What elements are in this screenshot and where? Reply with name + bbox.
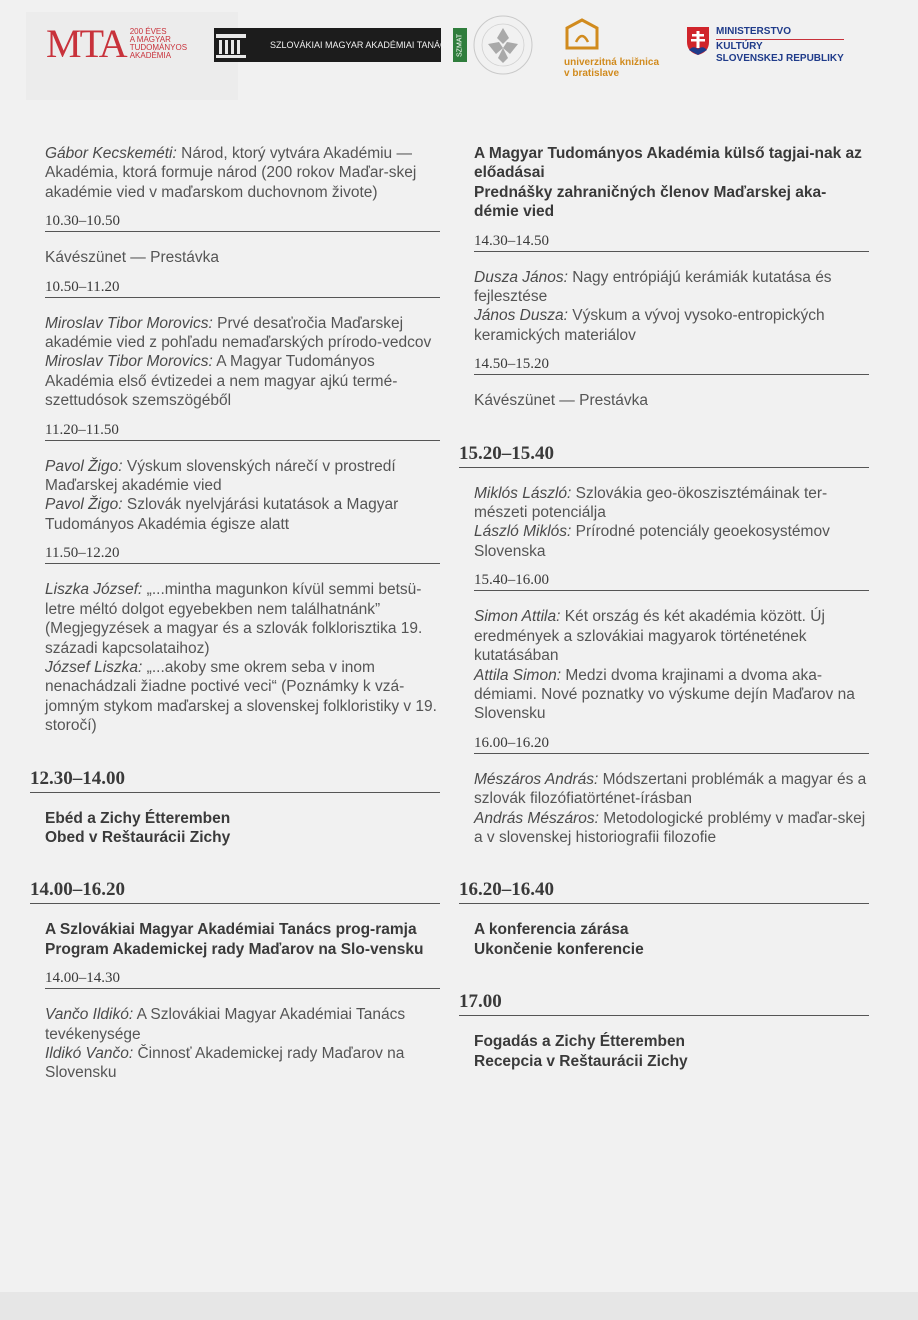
- talk-title: Činnosť Akademickej rady Maďarov na Slovensku: [45, 1044, 405, 1082]
- talk-entry: [474, 391, 869, 410]
- talk-time-heading: 11.20–11.50: [45, 421, 440, 441]
- talk-time-heading: 10.50–11.20: [45, 278, 440, 298]
- speaker-name: Miklós László:: [474, 484, 572, 502]
- session-title-line: Ukončenie konferencie: [474, 940, 644, 958]
- speaker-name: Ildikó Vančo:: [45, 1044, 134, 1062]
- session-title: [474, 144, 869, 222]
- mta-logo-word: MTA: [46, 21, 126, 66]
- session-title: [474, 1032, 869, 1071]
- talk-entry: [45, 580, 440, 735]
- mta-sub-line: 200 ÉVES: [129, 27, 167, 36]
- talk-line: [45, 495, 440, 534]
- mk-line: MINISTERSTVO: [716, 26, 844, 40]
- talk-time-heading: 14.30–14.50: [474, 232, 869, 252]
- university-library-text: [564, 57, 659, 79]
- session-time-heading: 17.00: [459, 991, 869, 1016]
- talk-title: Prírodné potenciály geoekosystémov Slovenska: [474, 523, 830, 560]
- mk-line: KULTÚRY: [716, 41, 763, 52]
- talk-line: [45, 144, 440, 202]
- talk-line: [45, 658, 440, 736]
- szmat-logo: [214, 28, 464, 62]
- university-library-logo: [564, 18, 659, 79]
- speaker-name: Vančo Ildikó:: [45, 1006, 134, 1024]
- program-column-right: [459, 144, 869, 1071]
- talk-entry: [474, 607, 869, 723]
- session-title-line: A konferencia zárása: [474, 921, 629, 939]
- szmat-badge: SZMAT: [453, 28, 467, 62]
- talk-title: „...mintha magunkon kívül semmi betsü-letre méltó dolgot egyebekben nem találhatnánk” (Megjegyzések a magyar és a szlovák folklorisztika 19. századi kapcsolataihoz): [45, 581, 423, 657]
- speaker-name: Simon Attila:: [474, 608, 561, 626]
- talk-line: [474, 306, 869, 345]
- talk-title: Nagy entrópiájú kerámiák kutatása és fejlesztése: [474, 268, 832, 306]
- talk-line: [45, 580, 440, 658]
- session-title-line: Prednášky zahraničných členov Maďarskej aka-démie vied: [474, 183, 827, 221]
- session-title-line: Obed v Reštaurácii Zichy: [45, 828, 231, 846]
- talk-line: [474, 391, 869, 410]
- session-title-line: A Magyar Tudományos Akadémia külső tagjai-nak az előadásai: [474, 145, 862, 182]
- talk-title: Kávészünet — Prestávka: [474, 392, 649, 410]
- session-title-line: Ebéd a Zichy Étteremben: [45, 809, 231, 827]
- speaker-name: Gábor Kecskeméti:: [45, 145, 177, 162]
- talk-line: [474, 522, 869, 561]
- talk-line: [45, 314, 440, 353]
- session-title-line: Fogadás a Zichy Étteremben: [474, 1033, 686, 1051]
- talk-title: Metodologické problémy v maďar-skej a v slovenskej historiografii filozofie: [474, 809, 866, 846]
- talk-title: Výskum slovenských nárečí v prostredí Maďarskej akadémie vied: [45, 457, 396, 495]
- talk-entry: [45, 314, 440, 411]
- program-column-left: [30, 144, 440, 1083]
- speaker-name: Pavol Žigo:: [45, 457, 123, 475]
- talk-title: Kávészünet — Prestávka: [45, 249, 220, 267]
- talk-title: Két ország és két akadémia között. Új eredmények a szlovákiai magyarok történetének kutatásában: [474, 608, 825, 665]
- speaker-name: Miroslav Tibor Morovics:: [45, 314, 213, 332]
- talk-title: Szlovák nyelvjárási kutatások a Magyar Tudományos Akadémia égisze alatt: [45, 496, 399, 533]
- talk-title: Módszertani problémák a magyar és a szlovák filozófiatörténet-írásban: [474, 770, 867, 808]
- column-icon: [214, 28, 248, 62]
- talk-line: [45, 352, 440, 410]
- talk-title: Szlovákia geo-ökoszisztémáinak ter-mészeti potenciálja: [474, 484, 828, 522]
- mta-sub-line: A MAGYAR: [129, 35, 171, 44]
- session-time-heading: 14.00–16.20: [30, 879, 440, 904]
- ukb-line: v bratislave: [564, 68, 620, 79]
- speaker-name: János Dusza:: [474, 307, 568, 325]
- talk-line: [45, 1005, 440, 1044]
- talk-time-heading: 16.00–16.20: [474, 734, 869, 754]
- talk-entry: [45, 248, 440, 267]
- academy-seal-icon: [472, 14, 534, 76]
- speaker-name: Pavol Žigo:: [45, 496, 123, 514]
- talk-title: Výskum a vývoj vysoko-entropických keramických materiálov: [474, 307, 825, 344]
- session-time-heading: 16.20–16.40: [459, 879, 869, 904]
- slovak-coat-of-arms-icon: [686, 26, 710, 56]
- talk-entry: [45, 144, 440, 202]
- session-time-heading: 15.20–15.40: [459, 443, 869, 468]
- ukb-line: univerzitná knižnica: [564, 57, 660, 68]
- speaker-name: József Liszka:: [45, 658, 143, 676]
- session-title-line: Program Akademickej rady Maďarov na Slo-vensku: [45, 940, 424, 958]
- talk-entry: [474, 770, 869, 848]
- talk-line: [45, 1044, 440, 1083]
- talk-entry: [45, 1005, 440, 1083]
- ministry-culture-text: [716, 26, 844, 65]
- talk-title: A Szlovákiai Magyar Akadémiai Tanács tevékenysége: [45, 1006, 406, 1043]
- mk-line: SLOVENSKEJ REPUBLIKY: [716, 53, 844, 64]
- session-title: [45, 920, 440, 959]
- talk-line: [474, 809, 869, 848]
- speaker-name: András Mészáros:: [474, 809, 599, 827]
- mta-logo: [46, 21, 192, 66]
- mta-sub-line: TUDOMÁNYOS: [129, 43, 188, 52]
- talk-line: [474, 484, 869, 523]
- session-title-line: Recepcia v Reštaurácii Zichy: [474, 1052, 688, 1070]
- speaker-name: Liszka József:: [45, 581, 143, 599]
- speaker-name: Mészáros András:: [474, 770, 599, 788]
- session-title: [474, 920, 869, 959]
- session-title-line: A Szlovákiai Magyar Akadémiai Tanács prog-ramja: [45, 921, 417, 939]
- speaker-name: Attila Simon:: [474, 666, 562, 684]
- mta-logo-subtitle: [130, 28, 192, 60]
- talk-line: [474, 268, 869, 307]
- talk-entry: [45, 457, 440, 535]
- page-bottom-band: [0, 1292, 918, 1320]
- szmat-logo-text: SZLOVÁKIAI MAGYAR AKADÉMIAI TANÁCS: [270, 40, 453, 50]
- talk-title: Prvé desaťročia Maďarskej akadémie vied z pohľadu nemaďarských prírodo-vedcov: [45, 314, 432, 352]
- library-house-icon: [564, 18, 600, 50]
- talk-time-heading: 14.50–15.20: [474, 355, 869, 375]
- talk-time-heading: 11.50–12.20: [45, 544, 440, 564]
- talk-line: [474, 666, 869, 724]
- talk-title: „...akoby sme okrem seba v inom nenachádzali žiadne poctivé veci“ (Poznámky k vzá-jomným stykom maďarskej a slovenskej folkloristiky v 19. storočí): [45, 658, 437, 735]
- session-title: [45, 809, 440, 848]
- talk-line: [45, 457, 440, 496]
- talk-line: [474, 770, 869, 809]
- talk-time-heading: 15.40–16.00: [474, 571, 869, 591]
- talk-line: [474, 607, 869, 665]
- talk-time-heading: 14.00–14.30: [45, 969, 440, 989]
- talk-title: A Magyar Tudományos Akadémia első évtizedei a nem magyar ajkú termé-szettudósok szemszögéből: [45, 353, 398, 410]
- speaker-name: Miroslav Tibor Morovics:: [45, 353, 213, 371]
- talk-entry: [474, 268, 869, 346]
- talk-title: Medzi dvoma krajinami a dvoma aka-démiami. Nové poznatky vo výskume dejín Maďarov na Slovensku: [474, 666, 855, 723]
- ministry-culture-logo: [686, 26, 844, 65]
- speaker-name: Dusza János:: [474, 268, 568, 286]
- talk-title: Národ, ktorý vytvára Akadémiu — Akadémia, ktorá formuje národ (200 rokov Maďar-skej akadémie vied v maďarskom duchovnom živote): [45, 145, 417, 201]
- speaker-name: László Miklós:: [474, 523, 572, 541]
- session-time-heading: 12.30–14.00: [30, 768, 440, 793]
- talk-entry: [474, 484, 869, 562]
- talk-time-heading: 10.30–10.50: [45, 212, 440, 232]
- talk-line: [45, 248, 440, 267]
- logo-bar: [0, 0, 918, 100]
- mta-sub-line: AKADÉMIA: [129, 51, 172, 60]
